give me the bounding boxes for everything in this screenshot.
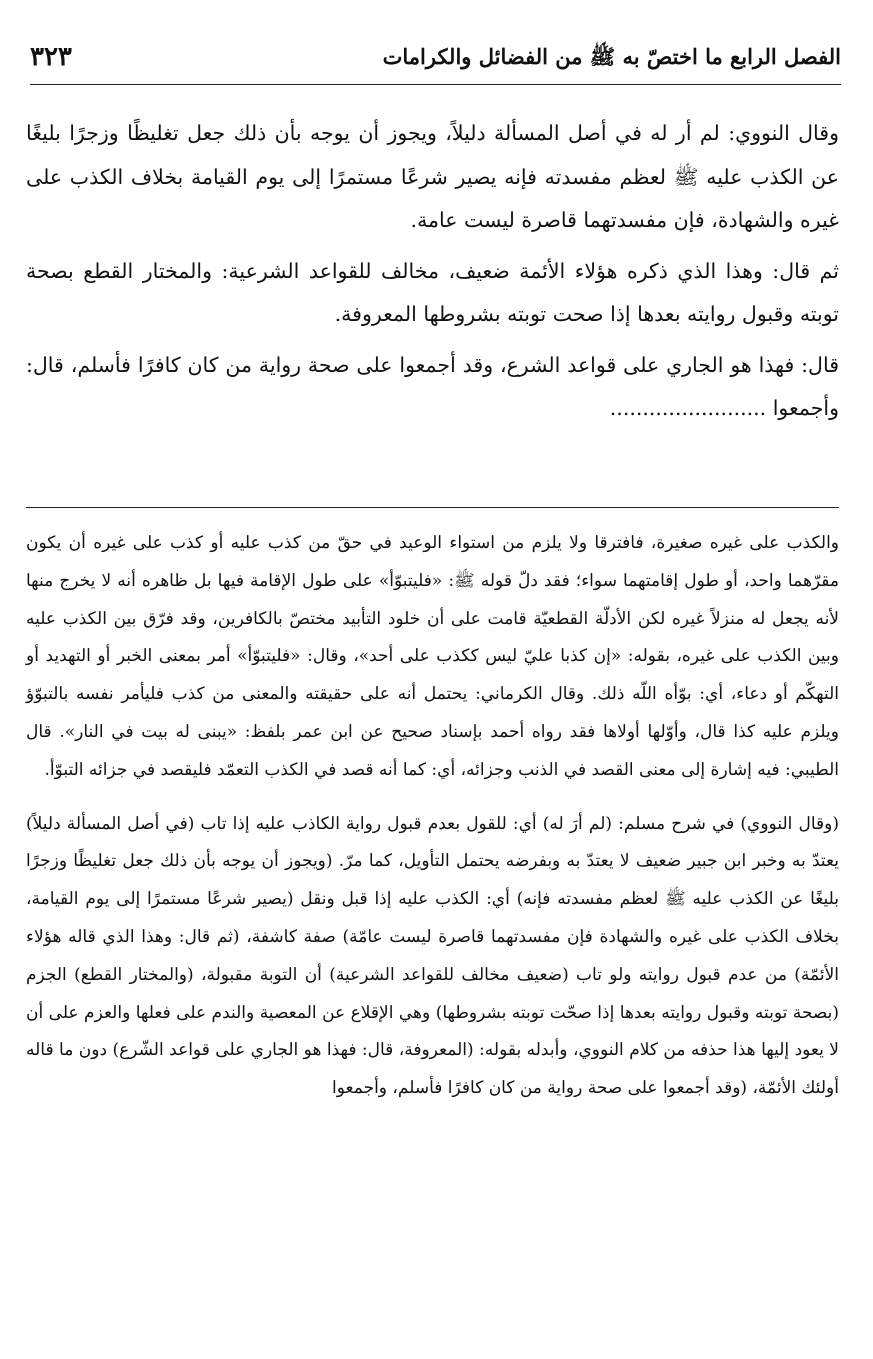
commentary-paragraph: والكذب على غيره صغيرة، فافترقا ولا يلزم من استواء الوعيد في حقّ من كذب عليه أو كذب على غيره أن يكون مقرّهما واحد، أو طول إقامتهما سواء؛ فقد دلّ قوله ﷺ: «فليتبوّأ» على طول الإقامة فيها بل ظاهره أنه لا يخرج منها لأنه يجعل له منزلاً غيره لكن الأدلّة القطعيّة قامت على أن خلود التأبيد مختصّ بالكافرين، وقد فرّق بين الكذب عليه وبين الكذب على غيره، بقوله: «إن كذبا عليّ ليس ككذب على أحد»، وقال: «فليتبوّأ» أمر بمعنى الخبر أو التهديد أو التهكّم أو دعاء، أي: بوّأه اللّه ذلك. وقال الكرماني: يحتمل أنه على حقيقته والمعنى من كذب فليأمر نفسه بالتبوّؤ ويلزم عليه كذا قال، وأوّلها أولاها فقد رواه أحمد بإسناد صحيح عن ابن عمر بلفظ: «يبنى له بيت في النار». قال الطيبي: فيه إشارة إلى معنى القصد في الذنب وجزائه، أي: كما أنه قصد في الكذب التعمّد فليقصد في جزائه التبوّأ. xyxy=(26,533,840,780)
footnote-divider xyxy=(26,507,839,508)
page-number: ٣٢٣ xyxy=(30,42,72,72)
main-text xyxy=(26,112,839,438)
header-rule xyxy=(30,84,841,85)
main-paragraph: وقال النووي: لم أر له في أصل المسألة دليلاً، ويجوز أن يوجه بأن ذلك جعل تغليظًا وزجرًا بليغًا عن الكذب عليه ﷺ لعظم مفسدته فإنه يصير شرعًا مستمرًا إلى يوم القيامة بخلاف الكذب على غيره والشهادة، فإن مفسدتهما قاصرة ليست عامة. xyxy=(26,121,839,232)
main-paragraph: ثم قال: وهذا الذي ذكره هؤلاء الأئمة ضعيف، مخالف للقواعد الشرعية: والمختار القطع بصحة توبته وقبول روايته بعدها إذا صحت توبته بشروطها المعروفة. xyxy=(26,258,839,326)
commentary-paragraph: (وقال النووي) في شرح مسلم: (لم أرَ له) أي: للقول بعدم قبول رواية الكاذب عليه إذا تاب (في أصل المسألة دليلاً) يعتدّ به وخبر ابن جبير ضعيف لا يعتدّ به وبفرضه يحتمل التأويل، كما مرّ. (ويجوز أن يوجه بأن ذلك جعل تغليظًا وزجرًا بليغًا عن الكذب عليه ﷺ لعظم مفسدته فإنه) أي: الكذب عليه إذا قبل ونقل (يصير شرعًا مستمرًا إلى يوم القيامة، بخلاف الكذب على غيره والشهادة فإن مفسدتهما قاصرة ليست عامّة) صفة كاشفة، (ثم قال: وهذا الذي قاله هؤلاء الأئمّة) من عدم قبول روايته ولو تاب (ضعيف مخالف للقواعد الشرعية) أن التوبة مقبولة، (والمختار القطع) الجزم (بصحة توبته وقبول روايته بعدها إذا صحّت توبته بشروطها) وهي الإقلاع عن المعصية والندم على فعلها والعزم على أن لا يعود إليها هذا حذفه من كلام النووي، وأبدله بقوله: (المعروفة، قال: فهذا هو الجاري على قواعد الشّرع) دون ما قاله أولئك الأئمّة، (وقد أجمعوا على صحة رواية من كان كافرًا فأسلم، وأجمعوا xyxy=(26,813,839,1099)
chapter-title: الفصل الرابع ما اختصّ به ﷺ من الفضائل والكرامات xyxy=(382,44,841,69)
commentary-text xyxy=(26,525,839,1108)
page-header xyxy=(30,40,841,86)
main-paragraph: قال: فهذا هو الجاري على قواعد الشرع، وقد أجمعوا على صحة رواية من كان كافرًا فأسلم، قال: وأجمعوا ........................ xyxy=(26,352,839,420)
